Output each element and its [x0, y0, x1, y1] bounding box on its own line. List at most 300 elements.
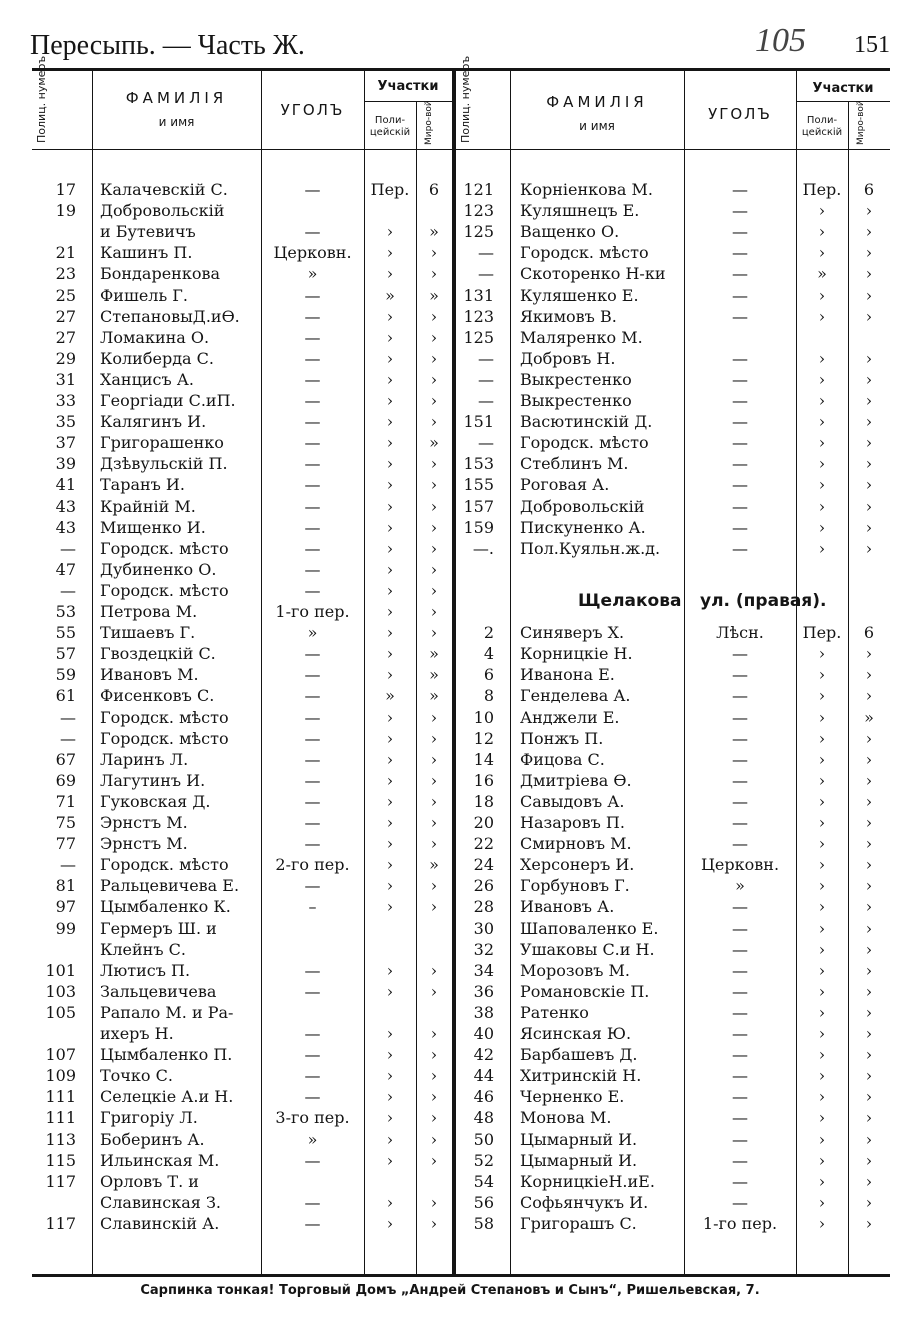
right-districts-rule: [796, 101, 890, 102]
cell-mir: ›: [865, 1108, 873, 1128]
cell-num: 46: [473, 1087, 494, 1107]
cell-mir: ›: [865, 791, 873, 811]
cell-num: 54: [473, 1171, 494, 1191]
cell-name: Ивановъ М.: [100, 665, 199, 685]
cell-num: 40: [473, 1024, 494, 1043]
table-row: [32, 643, 890, 664]
cell-mir: ›: [430, 834, 438, 854]
num-header-right: Полиц. нумеръ: [459, 55, 472, 143]
cell-num: 115: [45, 1150, 76, 1170]
cell-name: Славинскій А.: [100, 1213, 220, 1233]
table-row: [32, 1171, 890, 1192]
cell-mir: ›: [430, 517, 438, 537]
cell-pol: ›: [818, 222, 826, 242]
cell-mir: ›: [865, 454, 873, 474]
cell-name: Георгіади С.иП.: [100, 391, 236, 410]
cell-corner: —: [732, 939, 748, 959]
cell-num: 19: [55, 201, 76, 221]
cell-corner: —: [732, 369, 748, 389]
cell-pol: ›: [386, 412, 394, 432]
cell-mir: ›: [430, 1066, 438, 1086]
cell-pol: ›: [386, 496, 394, 516]
cell-mir: ›: [865, 475, 873, 495]
cell-mir: ›: [430, 475, 438, 495]
cell-name: Ясинская Ю.: [520, 1024, 632, 1043]
cell-num: 117: [45, 1213, 76, 1233]
table-row: [32, 981, 890, 1002]
districts-header-right: Участки: [812, 81, 874, 96]
cell-name: Ральцевичева Е.: [100, 876, 240, 896]
cell-name: Ивановъ А.: [520, 897, 615, 917]
cell-corner: —: [732, 813, 748, 832]
cell-pol: ›: [818, 1045, 826, 1065]
cell-name: Генделева А.: [520, 686, 631, 706]
cell-pol: ›: [386, 876, 394, 896]
cell-num: 61: [55, 686, 76, 706]
cell-num: —: [478, 264, 494, 284]
cell-corner: —: [732, 538, 748, 558]
cell-corner: —: [304, 1087, 321, 1107]
cell-pol: ›: [386, 1192, 394, 1212]
cell-mir: ›: [865, 960, 873, 980]
cell-pol: ›: [386, 897, 394, 917]
cell-pol: ›: [818, 201, 826, 221]
cell-pol: ›: [818, 960, 826, 980]
cell-pol: ›: [818, 475, 826, 495]
cell-mir: »: [429, 222, 439, 242]
cell-num: 24: [473, 855, 494, 875]
table-row: [32, 833, 890, 854]
cell-mir: ›: [865, 1002, 873, 1022]
table-row: [32, 453, 890, 474]
cell-corner: —: [732, 517, 748, 537]
cell-mir: ›: [865, 1045, 873, 1065]
cell-num: 71: [55, 791, 76, 811]
cell-corner: —: [732, 1129, 748, 1149]
cell-mir: ›: [430, 1192, 438, 1212]
cell-pol: ›: [818, 644, 826, 664]
cell-mir: ›: [430, 602, 438, 621]
cell-mir: ›: [865, 855, 873, 875]
cell-mir: ›: [430, 960, 438, 980]
cell-name: Городск. мѣсто: [100, 707, 229, 727]
cell-num: 12: [473, 728, 494, 748]
cell-mir: ›: [865, 981, 873, 1001]
cell-pol: ›: [818, 749, 826, 769]
cell-mir: ›: [865, 433, 873, 453]
cell-num: 44: [473, 1066, 494, 1086]
cell-mir: ›: [865, 876, 873, 896]
cell-name: Цымбаленко П.: [100, 1045, 233, 1065]
cell-corner: —: [732, 306, 748, 326]
cell-mir: ›: [865, 770, 873, 790]
cell-pol: ›: [818, 517, 826, 537]
cell-mir: ›: [865, 1129, 873, 1149]
cell-name: Городск. мѣсто: [520, 433, 649, 453]
table-row: [32, 939, 890, 960]
table-row: [32, 432, 890, 453]
cell-name: Боберинъ А.: [100, 1129, 205, 1149]
cell-pol: ›: [386, 327, 394, 347]
cell-num: —: [60, 728, 76, 748]
cell-mir: ›: [430, 1045, 438, 1065]
section-street: Щелакова: [578, 591, 682, 611]
cell-corner: —: [732, 1150, 748, 1170]
cell-name: Ващенко О.: [520, 222, 620, 242]
cell-mir: ›: [865, 1066, 873, 1086]
cell-pol: ›: [386, 707, 394, 727]
cell-pol: ›: [386, 1024, 394, 1043]
cell-name: ихеръ Н.: [100, 1024, 174, 1043]
cell-mir: ›: [865, 728, 873, 748]
table-row: [32, 749, 890, 770]
cell-name: Григорашъ С.: [520, 1213, 637, 1233]
cell-corner: —: [732, 475, 748, 495]
cell-pol: ›: [386, 623, 394, 643]
cell-name: Ильинская М.: [100, 1150, 220, 1170]
cell-corner: 2-го пер.: [275, 855, 350, 875]
cell-pol: ›: [386, 1213, 394, 1233]
cell-corner: —: [732, 791, 748, 811]
cell-mir: 6: [863, 623, 875, 643]
police-header: Поли-цейскій: [369, 115, 411, 138]
cell-name: Городск. мѣсто: [100, 580, 229, 600]
cell-name: Фишель Г.: [100, 285, 188, 305]
cell-name: Эрнстъ М.: [100, 813, 188, 832]
cell-pol: ›: [386, 960, 394, 980]
cell-pol: ›: [386, 813, 394, 832]
page-number: 151: [854, 32, 890, 58]
cell-mir: ›: [430, 454, 438, 474]
table-row: [32, 1192, 890, 1213]
cell-mir: »: [429, 433, 439, 453]
cell-name: Хитринскій Н.: [520, 1066, 642, 1086]
cell-corner: —: [304, 222, 321, 242]
cell-corner: —: [304, 770, 321, 790]
cell-num: 101: [45, 960, 76, 980]
cell-pol: ›: [818, 1024, 826, 1043]
cell-corner: —: [304, 834, 321, 854]
cell-name: Корніенкова М.: [520, 180, 653, 199]
cell-name: Гвоздецкій С.: [100, 644, 216, 664]
cell-name: Романовскіе П.: [520, 981, 650, 1001]
cell-corner: —: [732, 1087, 748, 1107]
cell-num: 53: [55, 602, 76, 621]
cell-corner: —: [732, 1171, 748, 1191]
cell-num: 6: [483, 665, 494, 685]
cell-corner: —: [304, 496, 321, 516]
cell-mir: ›: [430, 243, 438, 263]
cell-corner: —: [732, 1002, 748, 1022]
cell-pol: Пер.: [802, 180, 842, 199]
cell-num: 77: [55, 834, 76, 854]
cell-pol: ›: [818, 665, 826, 685]
cell-name: Савыдовъ А.: [520, 791, 625, 811]
cell-corner: —: [732, 454, 748, 474]
cell-name: Добровольскій: [520, 496, 645, 516]
cell-corner: Лѣсн.: [716, 623, 764, 643]
cell-num: 111: [45, 1108, 76, 1128]
cell-name: Шаповаленко Е.: [520, 918, 659, 938]
cell-corner: —: [304, 306, 321, 326]
cell-num: 67: [55, 749, 76, 769]
cell-mir: ›: [865, 264, 873, 284]
cell-pol: ›: [386, 855, 394, 875]
cell-num: 23: [55, 264, 76, 284]
table-row: [32, 390, 890, 411]
corner-header-right: УГОЛЪ: [708, 105, 772, 123]
cell-num: 31: [55, 369, 76, 389]
cell-num: 18: [473, 791, 494, 811]
cell-num: 121: [463, 180, 494, 199]
cell-name: Куляшенко Е.: [520, 285, 639, 305]
section-suffix: ул. (правая).: [700, 591, 827, 611]
cell-num: —: [478, 369, 494, 389]
cell-corner: —: [732, 918, 748, 938]
cell-corner: —: [732, 433, 748, 453]
cell-num: 153: [463, 454, 494, 474]
cell-num: 33: [55, 391, 76, 410]
cell-pol: ›: [386, 454, 394, 474]
cell-name: Городск. мѣсто: [520, 243, 649, 263]
table-row: [32, 538, 890, 559]
cell-mir: ›: [430, 770, 438, 790]
cell-num: 125: [463, 222, 494, 242]
name-subheader: и имя: [158, 115, 195, 129]
cell-num: 39: [55, 454, 76, 474]
cell-pol: ›: [386, 433, 394, 453]
cell-mir: »: [429, 285, 439, 305]
name-subheader-right: и имя: [579, 119, 615, 133]
table-row: [32, 960, 890, 981]
cell-pol: ›: [818, 981, 826, 1001]
header-bottom-rule: [32, 149, 890, 150]
cell-corner: »: [307, 1129, 318, 1149]
cell-name: Якимовъ В.: [520, 306, 617, 326]
table-row: [32, 306, 890, 327]
cell-mir: ›: [430, 391, 438, 410]
table-row: [32, 1213, 890, 1234]
cell-num: 155: [463, 475, 494, 495]
cell-mir: ›: [430, 897, 438, 917]
cell-corner: —: [304, 981, 321, 1001]
cell-mir: ›: [865, 1150, 873, 1170]
cell-corner: —: [304, 580, 321, 600]
cell-num: —: [478, 348, 494, 368]
cell-mir: »: [429, 644, 439, 664]
cell-num: 27: [55, 327, 76, 347]
cell-num: 105: [45, 1002, 76, 1022]
corner-header: УГОЛЪ: [280, 101, 345, 119]
cell-pol: »: [817, 264, 827, 284]
cell-pol: ›: [386, 538, 394, 558]
cell-name: СтепановыД.иѲ.: [100, 306, 240, 326]
cell-name: Цымбаленко К.: [100, 897, 231, 917]
cell-pol: »: [385, 285, 395, 305]
cell-num: 123: [463, 201, 494, 221]
left-districts-rule: [364, 101, 452, 102]
cell-num: 29: [55, 348, 76, 368]
cell-pol: ›: [818, 813, 826, 832]
cell-num: 30: [473, 918, 494, 938]
cell-corner: —: [732, 834, 748, 854]
cell-mir: ›: [865, 1192, 873, 1212]
cell-pol: ›: [818, 791, 826, 811]
cell-pol: ›: [818, 433, 826, 453]
cell-mir: ›: [865, 897, 873, 917]
cell-num: 125: [463, 327, 494, 347]
cell-num: 34: [473, 960, 494, 980]
cell-corner: —: [304, 1150, 321, 1170]
cell-mir: ›: [430, 1087, 438, 1107]
cell-corner: —: [304, 454, 321, 474]
cell-corner: —: [732, 391, 748, 410]
cell-corner: —: [732, 264, 748, 284]
cell-name: Точко С.: [100, 1066, 173, 1086]
cell-pol: ›: [386, 1108, 394, 1128]
cell-num: 81: [55, 876, 76, 896]
cell-num: 123: [463, 306, 494, 326]
cell-pol: ›: [386, 475, 394, 495]
cell-corner: »: [735, 876, 745, 896]
cell-corner: —: [304, 749, 321, 769]
table-row: [32, 517, 890, 538]
cell-name: Селецкіе А.и Н.: [100, 1087, 234, 1107]
cell-name: Дубиненко О.: [100, 559, 217, 579]
cell-pol: ›: [818, 348, 826, 368]
cell-num: 109: [45, 1066, 76, 1086]
cell-name: Бондаренкова: [100, 264, 220, 284]
cell-name: Ларинъ Л.: [100, 749, 189, 769]
cell-name: Фицова С.: [520, 749, 605, 769]
cell-pol: ›: [386, 348, 394, 368]
cell-name: Лютисъ П.: [100, 960, 191, 980]
peace-header-right: Миро-вой: [856, 100, 866, 145]
cell-mir: ›: [865, 517, 873, 537]
table-row: [32, 707, 890, 728]
cell-pol: ›: [818, 1002, 826, 1022]
table-row: [32, 1065, 890, 1086]
cell-num: 42: [473, 1045, 494, 1065]
cell-corner: —: [732, 1108, 748, 1128]
cell-name: Понжъ П.: [520, 728, 604, 748]
cell-mir: ›: [865, 243, 873, 263]
table-row: [32, 918, 890, 939]
peace-header: Миро-вой: [424, 100, 434, 145]
cell-corner: —: [732, 412, 748, 432]
cell-pol: ›: [818, 939, 826, 959]
cell-pol: ›: [818, 918, 826, 938]
cell-name: Софьянчукъ И.: [520, 1192, 649, 1212]
cell-corner: —: [304, 707, 321, 727]
cell-mir: ›: [865, 391, 873, 410]
cell-num: 107: [45, 1045, 76, 1065]
cell-name: Добровъ Н.: [520, 348, 616, 368]
cell-num: 99: [55, 918, 76, 938]
cell-num: —: [478, 243, 494, 263]
cell-num: —: [60, 707, 76, 727]
cell-mir: ›: [865, 285, 873, 305]
cell-name: Кашинъ П.: [100, 243, 193, 263]
cell-name: Маляренко М.: [520, 327, 643, 347]
cell-pol: Пер.: [370, 180, 410, 199]
cell-name: Выкрестенко: [520, 391, 632, 410]
cell-pol: ›: [818, 454, 826, 474]
cell-corner: —: [304, 285, 321, 305]
cell-mir: ›: [865, 1171, 873, 1191]
cell-num: 38: [473, 1002, 494, 1022]
cell-pol: ›: [818, 1171, 826, 1191]
cell-corner: —: [304, 369, 321, 389]
cell-name: Тишаевъ Г.: [100, 623, 196, 643]
table-row: [32, 242, 890, 263]
cell-name: Зальцевичева: [100, 981, 217, 1001]
cell-name: Пол.Куяльн.ж.д.: [520, 538, 661, 558]
cell-pol: ›: [386, 834, 394, 854]
cell-name: Корницкіе Н.: [520, 644, 633, 664]
cell-name: Калягинъ И.: [100, 412, 207, 432]
cell-num: 21: [55, 243, 76, 263]
cell-pol: ›: [818, 1066, 826, 1086]
table-row: [32, 770, 890, 791]
cell-num: —: [60, 538, 76, 558]
cell-corner: —: [732, 1045, 748, 1065]
cell-num: 117: [45, 1171, 76, 1191]
cell-name: Калачевскій С.: [100, 180, 228, 199]
cell-mir: ›: [430, 728, 438, 748]
cell-corner: —: [304, 960, 321, 980]
table-row: [32, 1002, 890, 1023]
table-row: [32, 1086, 890, 1107]
cell-pol: ›: [386, 580, 394, 600]
cell-mir: ›: [430, 496, 438, 516]
cell-name: Лагутинъ И.: [100, 770, 206, 790]
cell-corner: —: [732, 707, 748, 727]
cell-corner: —: [304, 391, 321, 410]
cell-corner: —: [732, 749, 748, 769]
table-row: [32, 1044, 890, 1065]
cell-pol: ›: [818, 1108, 826, 1128]
cell-corner: —: [732, 981, 748, 1001]
cell-mir: ›: [865, 222, 873, 242]
cell-corner: —: [732, 686, 748, 706]
cell-corner: —: [732, 960, 748, 980]
cell-name: Синяверъ Х.: [520, 623, 625, 643]
cell-num: 52: [473, 1150, 494, 1170]
cell-num: 50: [473, 1129, 494, 1149]
cell-name: Крайній М.: [100, 496, 196, 516]
cell-mir: »: [864, 707, 874, 727]
cell-corner: —: [732, 1192, 748, 1212]
cell-corner: —: [304, 538, 321, 558]
cell-mir: ›: [865, 1213, 873, 1233]
cell-name: Городск. мѣсто: [100, 728, 229, 748]
cell-mir: ›: [430, 538, 438, 558]
cell-corner: —: [304, 665, 321, 685]
footer-advertisement: Сарпинка тонкая! Торговый Домъ „Андрей Степановъ и Сынъ“, Ришельевская, 7.: [140, 1283, 760, 1298]
table-row: [32, 348, 890, 369]
cell-mir: ›: [430, 749, 438, 769]
num-header: Полиц. нумеръ: [35, 55, 48, 143]
cell-corner: Церковн.: [273, 243, 352, 263]
cell-name: Смирновъ М.: [520, 834, 632, 854]
cell-num: 57: [55, 644, 76, 664]
table-row: [32, 896, 890, 917]
cell-num: 56: [473, 1192, 494, 1212]
cell-name: Иванона Е.: [520, 665, 615, 685]
cell-mir: ›: [430, 623, 438, 643]
cell-pol: ›: [386, 306, 394, 326]
